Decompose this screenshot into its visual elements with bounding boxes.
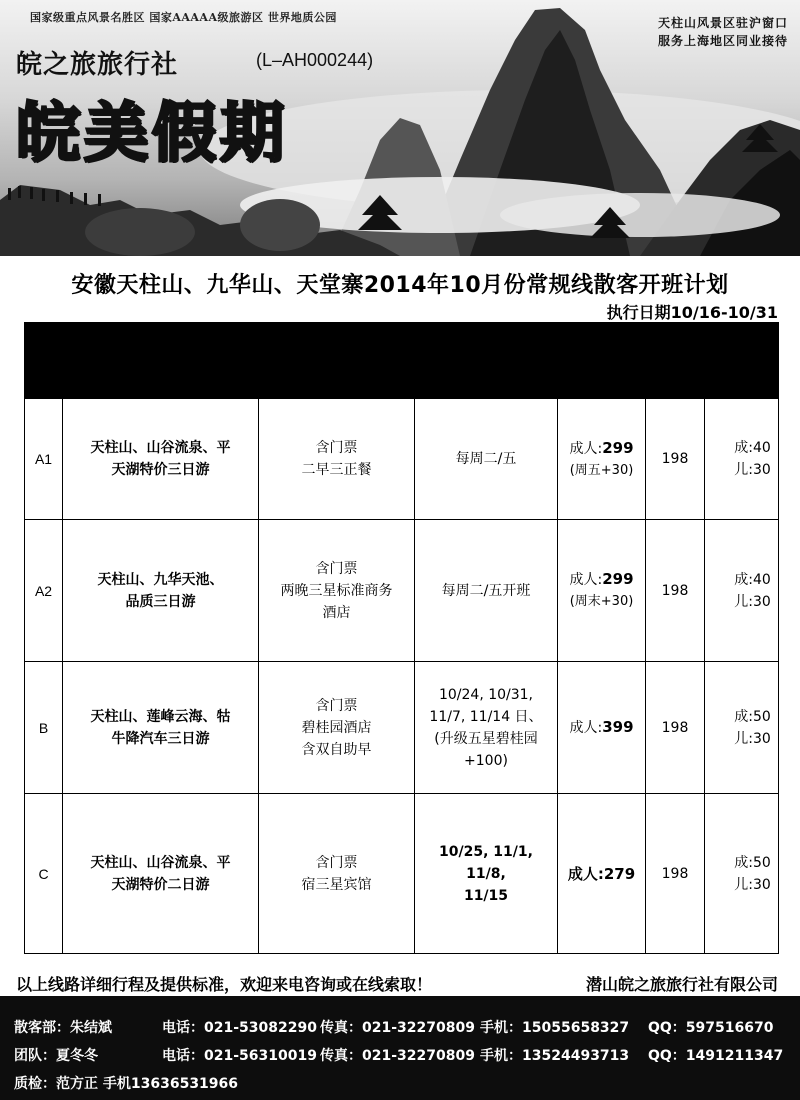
inclusions	[259, 520, 415, 662]
contact-mobile: 手机：15055658327	[480, 1020, 630, 1036]
contact-qq: QQ：1491211347	[648, 1048, 784, 1064]
price-label: 成人:	[569, 720, 603, 736]
inclusion-line: 含门票	[315, 440, 358, 456]
execution-date: 执行日期10/16-10/31	[606, 303, 778, 322]
route-code: C	[25, 794, 63, 954]
route-name-line: 天湖特价二日游	[111, 876, 210, 893]
departure-dates	[415, 794, 558, 954]
inclusion-line: 含门票	[315, 560, 358, 577]
inclusion-line: 含门票	[315, 697, 358, 714]
table-row	[25, 662, 779, 794]
route-name	[63, 794, 259, 954]
contact-bar	[0, 996, 800, 1100]
extra-fees	[705, 520, 779, 662]
contact-phone: 电话：021-56310019	[162, 1048, 317, 1064]
agency-license: (L–AH000244)	[256, 50, 374, 70]
route-name-line: 天湖特价三日游	[111, 462, 210, 478]
single-supplement: 198	[646, 399, 705, 520]
contact-fax: 传真：021-32270809	[320, 1020, 475, 1036]
contact-person: 散客部：朱结斌	[14, 1020, 112, 1036]
single-supplement: 198	[646, 794, 705, 954]
table-header-cell	[25, 323, 779, 399]
adult-price	[558, 520, 646, 662]
child-extra: 儿:30	[734, 593, 771, 610]
price-label: 成人:	[567, 864, 604, 883]
adult-price	[558, 399, 646, 520]
route-name-line: 天柱山、九华天池、	[97, 571, 224, 588]
route-code: B	[25, 662, 63, 794]
route-name-line: 天柱山、莲峰云海、牯	[90, 708, 231, 725]
contact-qq: QQ：597516670	[648, 1020, 774, 1036]
route-code: A1	[25, 399, 63, 520]
price-value: 399	[602, 718, 634, 736]
date-line: 10/25, 11/1, 11/8,	[439, 843, 533, 882]
inclusion-line: 含双自助早	[301, 741, 372, 758]
inclusions	[259, 399, 415, 520]
inclusion-line: 二早三正餐	[301, 462, 372, 478]
scenic-designations: 国家级重点风景名胜区 国家AAAAA级旅游区 世界地质公园	[30, 11, 337, 24]
inquiry-note: 以上线路详细行程及提供标准，欢迎来电咨询或在线索取！	[16, 975, 433, 994]
inclusion-line: 含门票	[315, 854, 358, 871]
route-name	[63, 399, 259, 520]
inclusions	[259, 794, 415, 954]
price-value: 299	[602, 570, 634, 588]
contact-row	[14, 1042, 800, 1070]
table-row	[25, 794, 779, 954]
route-name-line: 天柱山、山谷流泉、平	[90, 854, 231, 871]
header-banner	[0, 0, 800, 256]
single-supplement: 198	[646, 662, 705, 794]
inclusion-line: 两晚三星标准商务	[280, 582, 393, 599]
single-supplement: 198	[646, 520, 705, 662]
contact-phone: 电话：021-53082290	[162, 1020, 317, 1036]
adult-extra: 成:40	[734, 571, 771, 588]
contact-row	[14, 1070, 800, 1098]
price-label: 成人:	[569, 440, 603, 457]
date-line: 10/24, 10/31,	[438, 686, 534, 703]
table-header-bar	[25, 323, 779, 399]
route-name-line: 品质三日游	[125, 593, 196, 610]
route-name-line: 天柱山、山谷流泉、平	[90, 440, 231, 456]
departure-dates: 每周二/五开班	[415, 520, 558, 662]
office-slogan-line-2: 服务上海地区同业接待	[657, 34, 788, 48]
child-extra: 儿:30	[734, 730, 771, 747]
extra-fees	[705, 399, 779, 520]
quality-inspector: 质检：范方正 手机13636531966	[14, 1076, 239, 1092]
date-line: (升级五星碧桂园	[434, 730, 538, 747]
price-value: 279	[603, 864, 636, 883]
date-line: 11/7, 11/14 日、	[429, 708, 543, 725]
route-name-line: 牛降汽车三日游	[111, 730, 210, 747]
contact-mobile: 手机：13524493713	[480, 1048, 630, 1064]
inclusion-line: 宿三星宾馆	[301, 876, 372, 893]
route-code: A2	[25, 520, 63, 662]
date-line: +100)	[464, 752, 508, 769]
contact-fax: 传真：021-32270809	[320, 1048, 475, 1064]
adult-extra: 成:50	[734, 854, 771, 871]
table-row	[25, 399, 779, 520]
inclusion-line: 碧桂园酒店	[301, 719, 372, 736]
contact-row	[14, 1014, 800, 1042]
inclusion-line: 酒店	[322, 604, 351, 621]
contact-person: 团队：夏冬冬	[14, 1048, 98, 1064]
price-note: (周五+30)	[569, 462, 634, 478]
extra-fees	[705, 794, 779, 954]
route-name	[63, 662, 259, 794]
departure-dates: 每周二/五	[415, 399, 558, 520]
date-line: 11/15	[463, 887, 509, 904]
page-title: 安徽天柱山、九华山、天堂寨2014年10月份常规线散客开班计划	[71, 273, 729, 298]
price-value: 299	[602, 438, 634, 457]
inclusions	[259, 662, 415, 794]
adult-extra: 成:50	[734, 708, 771, 725]
table-row	[25, 520, 779, 662]
departure-dates	[415, 662, 558, 794]
route-name	[63, 520, 259, 662]
tour-schedule-table	[24, 322, 778, 954]
adult-price	[558, 662, 646, 794]
child-extra: 儿:30	[734, 876, 771, 893]
adult-extra: 成:40	[734, 440, 771, 456]
extra-fees	[705, 662, 779, 794]
adult-price	[558, 794, 646, 954]
price-note: (周末+30)	[569, 594, 634, 609]
office-slogan-line-1: 天柱山风景区驻沪窗口	[657, 16, 788, 30]
company-name: 潜山皖之旅旅行社有限公司	[585, 975, 778, 994]
price-label: 成人:	[569, 572, 603, 588]
agency-name: 皖之旅旅行社	[16, 50, 179, 80]
child-extra: 儿:30	[734, 462, 771, 478]
office-slogan	[658, 14, 788, 50]
brand-logo-text: 皖美假期	[16, 97, 288, 171]
